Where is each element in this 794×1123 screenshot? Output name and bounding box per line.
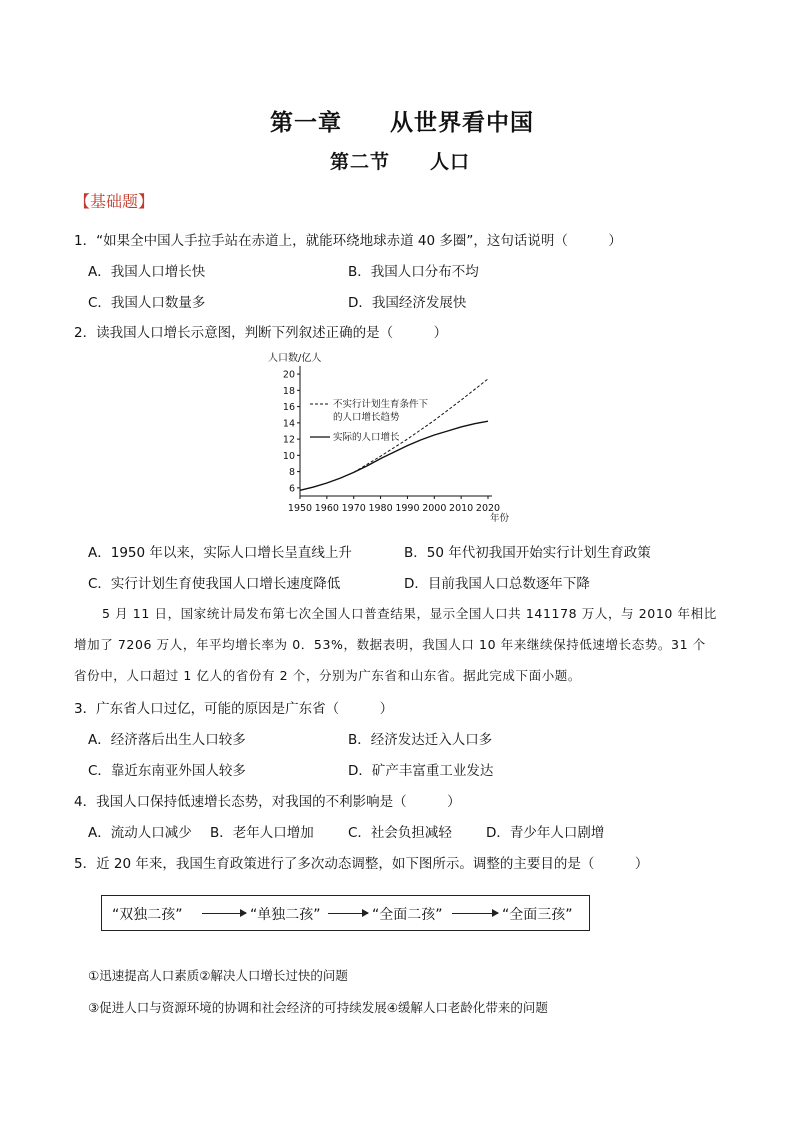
- question-1-stem: 1．“如果全中国人手拉手站在赤道上，就能环绕地球赤道 40 多圈”，这句话说明（ ）: [74, 233, 622, 249]
- question-1-option-b[interactable]: B．我国人口分布不均: [348, 264, 479, 280]
- passage-line-2: 增加了 7206 万人，年平均增长率为 0．53%，数据表明，我国人口 10 年来继续保持低速增长态势。31 个: [74, 637, 706, 652]
- y-tick-label: 18: [282, 385, 295, 397]
- question-1-option-d[interactable]: D．我国经济发展快: [348, 295, 467, 311]
- question-4-option-c[interactable]: C．社会负担减轻: [348, 825, 452, 841]
- question-2-option-c[interactable]: C．实行计划生育使我国人口增长速度降低: [88, 576, 341, 592]
- y-tick-label: 10: [282, 450, 295, 462]
- birth-policy-flow-diagram: [101, 895, 590, 931]
- question-5-stem: 5．近 20 年来，我国生育政策进行了多次动态调整，如下图所示。调整的主要目的是（ ）: [74, 856, 649, 872]
- flow-arrow-2: [328, 913, 368, 914]
- question-5-choices-3-4: ③促进人口与资源环境的协调和社会经济的可持续发展④缓解人口老龄化带来的问题: [88, 1000, 548, 1015]
- flow-arrow-3: [452, 913, 498, 914]
- question-2-stem: 2．读我国人口增长示意图，判断下列叙述正确的是（ ）: [74, 325, 448, 341]
- legend-dashed-line-label-1: 不实行计划生育条件下: [333, 399, 429, 410]
- policy-step-3: “全面二孩”: [372, 907, 443, 923]
- x-tick-label: 1960: [314, 503, 339, 514]
- question-2-option-b[interactable]: B．50 年代初我国开始实行计划生育政策: [404, 545, 651, 561]
- question-2-option-a[interactable]: A．1950 年以来，实际人口增长呈直线上升: [88, 545, 352, 561]
- question-1-option-a[interactable]: A．我国人口增长快: [88, 264, 206, 280]
- question-5-choices-1-2: ①迅速提高人口素质②解决人口增长过快的问题: [88, 968, 348, 983]
- y-tick-label: 6: [288, 483, 295, 495]
- y-tick-label: 8: [288, 467, 295, 479]
- question-3-stem: 3．广东省人口过亿，可能的原因是广东省（ ）: [74, 701, 394, 717]
- passage-line-1: 5 月 11 日，国家统计局发布第七次全国人口普查结果，显示全国人口共 141178 万人，与 2010 年相比: [102, 606, 717, 621]
- legend-dashed-line-label-2: 的人口增长趋势: [333, 412, 400, 423]
- question-4-option-a[interactable]: A．流动人口减少: [88, 825, 192, 841]
- policy-step-1: “双独二孩”: [112, 907, 183, 923]
- chapter-title: 第一章 从世界看中国: [270, 109, 534, 136]
- question-3-option-b[interactable]: B．经济发达迁入人口多: [348, 732, 493, 748]
- y-tick-label: 16: [282, 402, 295, 414]
- question-4-option-d[interactable]: D．青少年人口剧增: [486, 825, 605, 841]
- question-2-option-d[interactable]: D．目前我国人口总数逐年下降: [404, 576, 590, 592]
- legend-solid-line-label: 实际的人口增长: [333, 432, 400, 443]
- x-tick-label: 1980: [368, 503, 393, 514]
- x-tick-label: 2020: [475, 503, 501, 514]
- x-tick-label: 2010: [449, 503, 474, 514]
- y-tick-label: 20: [282, 369, 295, 381]
- x-axis-label: 年份: [490, 513, 510, 524]
- passage-line-3: 省份中，人口超过 1 亿人的省份有 2 个，分别为广东省和山东省。据此完成下面小题。: [74, 668, 582, 683]
- y-tick-label: 12: [282, 434, 295, 446]
- question-4-option-b[interactable]: B．老年人口增加: [210, 825, 314, 841]
- policy-step-4: “全面三孩”: [502, 907, 573, 923]
- x-tick-label: 2000: [422, 503, 447, 514]
- policy-step-2: “单独二孩”: [250, 907, 321, 923]
- section-title: 第二节 人口: [330, 151, 471, 173]
- population-growth-chart: [268, 348, 538, 530]
- y-tick-label: 14: [282, 418, 295, 430]
- x-tick-label: 1970: [341, 503, 366, 514]
- question-1-option-c[interactable]: C．我国人口数量多: [88, 295, 206, 311]
- question-3-option-c[interactable]: C．靠近东南亚外国人较多: [88, 763, 246, 779]
- x-tick-label: 1990: [395, 503, 420, 514]
- flow-arrow-1: [202, 913, 246, 914]
- question-4-stem: 4．我国人口保持低速增长态势，对我国的不利影响是（ ）: [74, 794, 461, 810]
- question-3-option-a[interactable]: A．经济落后出生人口较多: [88, 732, 246, 748]
- question-3-option-d[interactable]: D．矿产丰富重工业发达: [348, 763, 494, 779]
- basic-questions-heading: 【基础题】: [74, 192, 155, 211]
- x-tick-label: 1950: [287, 503, 313, 514]
- y-axis-label: 人口数/亿人: [268, 353, 322, 364]
